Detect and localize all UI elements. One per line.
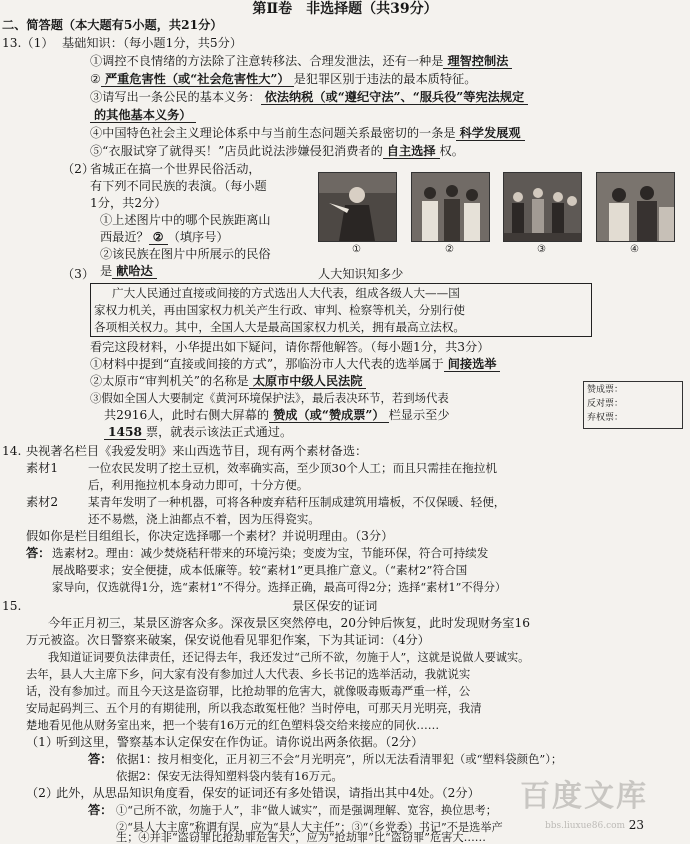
photo-caption-1: ① <box>352 244 361 255</box>
q15-testimony-1: 我知道证词要负法律责任，还记得去年，我还发过“己所不欲，勿施于人”，这就是说做人要诚实。 <box>48 651 530 664</box>
q13-part3-a3-answer: 赞成（或“赞成票”） <box>269 408 389 423</box>
vote-tally-board <box>583 381 683 429</box>
q14-material1-line1: 一位农民发明了挖土豆机，效率确实高，至少顶30个人工；而且只需挂在拖拉机 <box>88 461 497 475</box>
q15-part2-number: （2） <box>26 786 59 800</box>
q13-number: 13.（1） <box>2 36 54 50</box>
q13-item2-num: ② <box>90 72 101 86</box>
q14-number: 14. <box>2 444 22 458</box>
q14-answer-line3: 家导向，仅选就得1分，选“素材1”不得分。选择正确，最高可得2分；选择“素材1”不得分） <box>52 581 507 594</box>
q13-item3 <box>90 89 528 107</box>
q14-material2-line1: 某青年发明了一种机器，可将各种废弃秸秆压制成建筑用墙板，不仅保暖、轻便， <box>88 495 506 509</box>
q13-part2-q2-answer: 献哈达 <box>112 264 157 279</box>
q14-ask: 假如你是栏目组组长，你决定选择哪一个素材？并说明理由。（3分） <box>26 529 394 543</box>
festival-image <box>597 173 674 241</box>
q13-part3-a3-count: 1458 <box>104 425 146 440</box>
q13-part3-a2 <box>90 373 366 391</box>
q15-part1-basis1: 依据1：按月相变化，正月初三不会“月光明亮”，所以无法看清罪犯（或“塑料袋颜色”）； <box>116 752 563 766</box>
q15-part1-number: （1） <box>26 735 59 749</box>
paper-header: 第Ⅱ卷 非选择题（共39分） <box>252 1 438 17</box>
q13-item2-text: 是犯罪区别于违法的最本质特征。 <box>293 72 477 86</box>
q13-item1 <box>90 53 512 71</box>
q13-item3-answer-b: 的其他基本义务） <box>90 108 196 123</box>
q13-part2-q2-text: 是 <box>100 264 113 278</box>
q14-material2-line2: 还不易燃，浇上油都点不着，因为压得瓷实。 <box>88 512 320 526</box>
tally-no: 反对票： <box>587 399 624 409</box>
q14-material1-line2: 后，利用拖拉机本身动力即可，十分方便。 <box>88 478 309 492</box>
tally-abstain: 弃权票： <box>587 413 624 423</box>
q15-part2-answer-label: 答： <box>88 803 113 817</box>
q13-part2-q2-a: ②该民族在图片中所展示的民俗 <box>100 247 271 261</box>
q13-part2-line2: 有下列不同民族的表演。（每小题 <box>90 179 267 193</box>
q14-material1-label: 素材1 <box>26 461 59 475</box>
q15-part2-answer3: 生；④并非“盗窃罪比抢劫罪危害大”，应为“抢劫罪”比“盗窃罪”危害大…… <box>116 831 486 844</box>
q14-material2-label: 素材2 <box>26 495 59 509</box>
q14-answer-line1: 选素材2。理由：减少焚烧秸秆带来的环境污染；变废为宝，节能环保，符合可持续发 <box>52 546 489 560</box>
q13-part3-a1-text: ①材料中提到“直接或间接的方式”，那临汾市人大代表的选举属于 <box>90 357 444 371</box>
group-dance-image <box>504 173 581 241</box>
q13-part2-q1-b <box>100 229 229 247</box>
q13-item3-answer-a: 依法纳税（或“遵纪守法”、“服兵役”等宪法规定 <box>261 90 529 105</box>
q13-item2 <box>90 71 476 89</box>
q13-item5 <box>90 143 464 161</box>
q13-part3-ask: 看完这段材料，小华提出如下疑问，请你帮他解答。（每小题1分，共3分） <box>90 340 490 354</box>
q13-part2-q2-b <box>100 263 157 281</box>
q14-stem: 央视著名栏目《我爱发明》来山西选节目，现有两个素材备选： <box>26 444 368 458</box>
hada-ceremony-image <box>412 173 489 241</box>
box-line-3: 各项相关权力。其中，全国人大是最高国家权力机关，拥有最高立法权。 <box>94 320 466 334</box>
q13-part3-number: （3） <box>62 267 95 281</box>
q13-part3-a2-answer: 太原市中级人民法院 <box>249 374 367 389</box>
ethnic-photo-1 <box>318 172 397 242</box>
dancer-image <box>319 173 396 241</box>
ethnic-photo-4 <box>596 172 675 242</box>
q15-part2-answer2: ②“县人大主席”称谓有误，应为“县人大主任”；③“（乡党委）书记”不是选举产 <box>116 821 503 834</box>
box-line-1: 广大人民通过直接或间接的方式选出人大代表，组成各级人大——国 <box>112 286 460 300</box>
q13-part2-line1: 省城正在搞一个世界民俗活动， <box>90 162 261 176</box>
q13-intro: 基础知识：（每小题1分，共5分） <box>62 36 243 50</box>
q15-para-line1: 今年正月初三，某景区游客众多。深夜景区突然停电，20分钟后恢复，此时发现财务室16 <box>48 616 530 630</box>
q13-part3-a2-text: ②太原市“审判机关”的名称是 <box>90 374 249 388</box>
q13-item1-text: ①调控不良情绪的方法除了注意转移法、合理发泄法，还有一种是 <box>90 54 444 68</box>
ethnic-photo-3 <box>503 172 582 242</box>
q15-number: 15. <box>2 599 22 613</box>
q13-part3-a1 <box>90 356 500 374</box>
q13-item1-answer: 理智控制法 <box>443 54 512 69</box>
q13-part3-a3-line1: ③假如全国人大要制定《黄河环境保护法》，最后表决环节，若到场代表 <box>90 391 449 405</box>
q13-part2-q1-a: ①上述图片中的哪个民族距离山 <box>100 213 271 227</box>
q14-answer-label: 答： <box>26 546 51 560</box>
q13-item3-cont <box>90 107 196 125</box>
q15-part2-answer1: ①“己所不欲，勿施于人”，非“做人诚实”，而是强调理解、宽容，换位思考； <box>116 804 497 817</box>
q13-part3-title: 人大知识知多少 <box>318 267 404 281</box>
ethnic-photo-2 <box>411 172 490 242</box>
q13-part3-a3-end: 票，就表示该法正式通过。 <box>145 425 293 439</box>
q13-part2-line3: 1分，共2分） <box>90 196 167 210</box>
q13-item4-answer: 科学发展观 <box>456 126 525 141</box>
q13-item4-text: ④中国特色社会主义理论体系中与当前生态问题关系最密切的一条是 <box>90 126 456 140</box>
q15-title: 景区保安的证词 <box>292 599 378 613</box>
q13-part2-q1-tail: （填序号） <box>167 230 229 244</box>
q15-para-line2: 万元被盗。次日警察来破案，保安说他看见罪犯作案，下为其证词：（4分） <box>26 633 430 647</box>
q15-testimony-5: 楚地看见他从财务室出来，把一个装有16万元的红色塑料袋交给来接应的同伙…… <box>26 718 440 732</box>
photo-caption-3: ③ <box>537 244 546 255</box>
q15-testimony-4: 安局起码判三、五个月的有期徒刑，所以我态敢冤枉他？当时停电，可那天月光明亮，我清 <box>26 701 482 715</box>
q13-part2-number: （2） <box>62 162 95 176</box>
q13-part3-a3-line2 <box>104 407 450 425</box>
q13-part3-a3-text: 共2916人，此时右侧大屏幕的 <box>104 408 270 422</box>
photo-caption-2: ② <box>445 244 454 255</box>
watermark-logo: 百度文库 <box>520 779 648 814</box>
q13-item4 <box>90 125 525 143</box>
q13-item5-tail: 权。 <box>439 144 464 158</box>
q15-part2-question: 此外，从思品知识角度看，保安的证词还有多处错误，请指出其中4处。（2分） <box>56 786 480 800</box>
photo-caption-4: ④ <box>630 244 639 255</box>
page-number: 23 <box>628 818 644 833</box>
q13-part3-a3-tail: 栏显示至少 <box>388 408 450 422</box>
q13-part2-q1-text: 西最近？ <box>100 230 149 244</box>
q13-item3-text: ③请写出一条公民的基本义务： <box>90 90 261 104</box>
section-title: 二、简答题（本大题有5小题，共21分） <box>2 18 223 32</box>
q15-part1-question: 听到这里，警察基本认定保安在作伪证。请你说出两条依据。（2分） <box>56 735 424 749</box>
q15-testimony-2: 去年，县人大主席下乡，问大家有没有参加过人大代表、乡长书记的选举活动，我就说实 <box>26 667 471 681</box>
q14-answer-line2: 展战略要求；安全便捷，成本低廉等。较“素材1”更具推广意义。（“素材2”符合国 <box>52 563 468 577</box>
q15-testimony-3: 话，没有参加过。而且今天这是盗窃罪，比抢劫罪的危害大，就像吸毒贩毒严重一样，公 <box>26 684 471 698</box>
q15-part1-answer-label: 答： <box>88 752 113 766</box>
tally-yes: 赞成票： <box>587 385 624 395</box>
watermark-url: bbs.liuxue86.com <box>545 821 626 831</box>
q13-item5-text: ⑤“衣服试穿了就得买！”店员此说法涉嫌侵犯消费者的 <box>90 144 383 158</box>
box-line-2: 家权力机关，再由国家权力机关产生行政、审判、检察等机关，分别行使 <box>94 303 466 317</box>
q13-item5-answer: 自主选择 <box>383 144 440 159</box>
q13-part3-a1-answer: 间接选举 <box>444 357 501 372</box>
q13-item2-answer: 严重危害性（或“社会危害性大”） <box>101 72 294 87</box>
q13-part3-a3-line3 <box>104 424 292 442</box>
q15-part1-basis2: 依据2：保安无法得知塑料袋内装有16万元。 <box>116 769 343 783</box>
q13-part2-q1-answer: ② <box>149 230 168 245</box>
